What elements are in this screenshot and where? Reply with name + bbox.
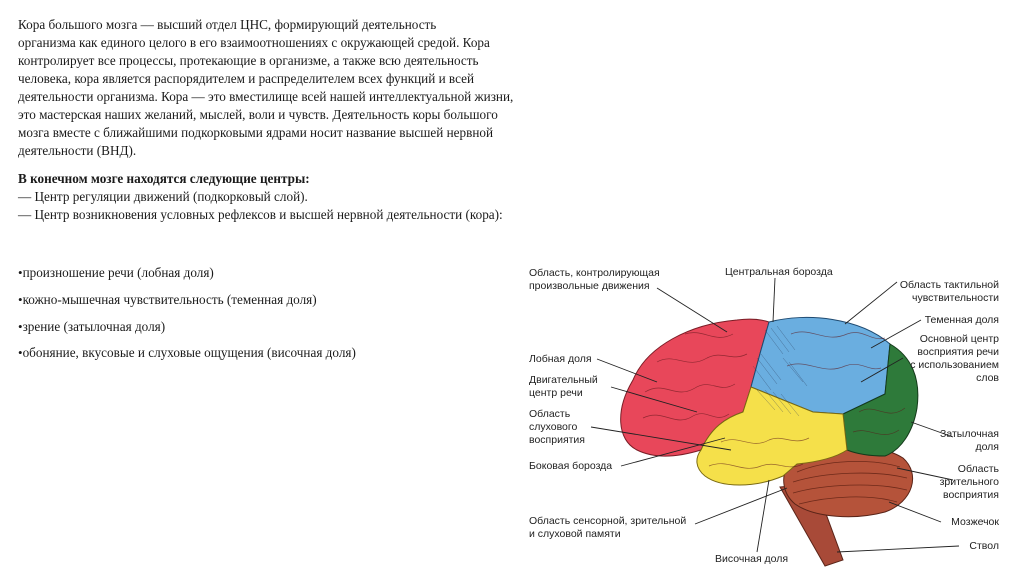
label-visual: восприятия bbox=[943, 489, 999, 501]
label-sensory-memory: Область сенсорной, зрительной bbox=[529, 515, 687, 527]
label-parietal: Теменная доля bbox=[924, 314, 999, 326]
intro-line: деятельности организма. Кора — это вместилище всей нашей интеллектуальной жизни, bbox=[18, 89, 514, 104]
bullet-text: произношение речи (лобная доля) bbox=[22, 265, 214, 280]
label-motor-area: Область, контролирующая bbox=[529, 267, 660, 279]
intro-line: организма как единого целого в его взаимоотношениях с окружающей средой. Кора bbox=[18, 35, 490, 50]
label-temporal: Височная доля bbox=[715, 553, 789, 565]
label-speech-center: с использованием bbox=[910, 359, 999, 371]
bullet-item bbox=[18, 319, 165, 335]
intro-line: человека, кора является распорядителем и распределителем всех функций и всей bbox=[18, 71, 475, 86]
intro-paragraph bbox=[18, 16, 588, 160]
bullet-dot-icon: • bbox=[18, 345, 23, 360]
bullet-text: обоняние, вкусовые и слуховые ощущения (височная доля) bbox=[22, 345, 356, 360]
label-occipital: Затылочная bbox=[940, 428, 999, 440]
label-tactile-area: чувствительности bbox=[911, 292, 999, 304]
center-item: — Центр возникновения условных рефлексов и высшей нервной деятельности (кора): bbox=[18, 207, 503, 222]
label-brainstem: Ствол bbox=[969, 540, 999, 552]
intro-line: это мастерская наших желаний, мыслей, воли и чувств. Деятельность коры большого bbox=[18, 107, 498, 122]
label-sensory-memory: и слуховой памяти bbox=[529, 528, 621, 540]
intro-line: контролирует все процессы, протекающие в организме, а также всю деятельность bbox=[18, 53, 479, 68]
label-visual: Область bbox=[957, 463, 999, 475]
bullet-dot-icon: • bbox=[18, 292, 23, 307]
label-visual: зрительного bbox=[939, 476, 999, 488]
label-speech-center: слов bbox=[976, 372, 999, 384]
bullet-item bbox=[18, 292, 317, 308]
label-occipital: доля bbox=[975, 441, 999, 453]
centers-title: В конечном мозге находятся следующие центры: bbox=[18, 171, 310, 186]
label-motor-area: произвольные движения bbox=[529, 280, 650, 292]
label-frontal: Лобная доля bbox=[529, 353, 592, 365]
label-cerebellum: Мозжечок bbox=[951, 516, 999, 528]
label-tactile-area: Область тактильной bbox=[899, 279, 999, 291]
label-speech-center: восприятия речи bbox=[917, 346, 999, 358]
label-lateral-sulcus: Боковая борозда bbox=[529, 460, 613, 472]
bullet-item bbox=[18, 265, 214, 281]
center-item: — Центр регуляции движений (подкорковый слой). bbox=[18, 189, 308, 204]
intro-line: Кора большого мозга –– высший отдел ЦНС, формирующий деятельность bbox=[18, 17, 437, 32]
label-speech-motor: центр речи bbox=[529, 387, 583, 399]
bullet-text: зрение (затылочная доля) bbox=[22, 319, 166, 334]
label-auditory: восприятия bbox=[529, 434, 585, 446]
label-auditory: Область bbox=[529, 408, 571, 420]
bullet-item bbox=[18, 345, 356, 361]
label-speech-motor: Двигательный bbox=[529, 374, 598, 386]
bullet-dot-icon: • bbox=[18, 265, 23, 280]
label-central-sulcus: Центральная борозда bbox=[725, 266, 833, 278]
bullet-text: кожно-мышечная чувствительность (теменная доля) bbox=[22, 292, 317, 307]
intro-line: деятельности (ВНД). bbox=[18, 143, 137, 158]
bullet-dot-icon: • bbox=[18, 319, 23, 334]
label-auditory: слухового bbox=[529, 421, 578, 433]
intro-line: мозга вместе с ближайшими подкорковыми ядрами носит название высшей нервной bbox=[18, 125, 494, 140]
brain-diagram bbox=[525, 262, 1005, 572]
label-speech-center: Основной центр bbox=[919, 333, 999, 345]
